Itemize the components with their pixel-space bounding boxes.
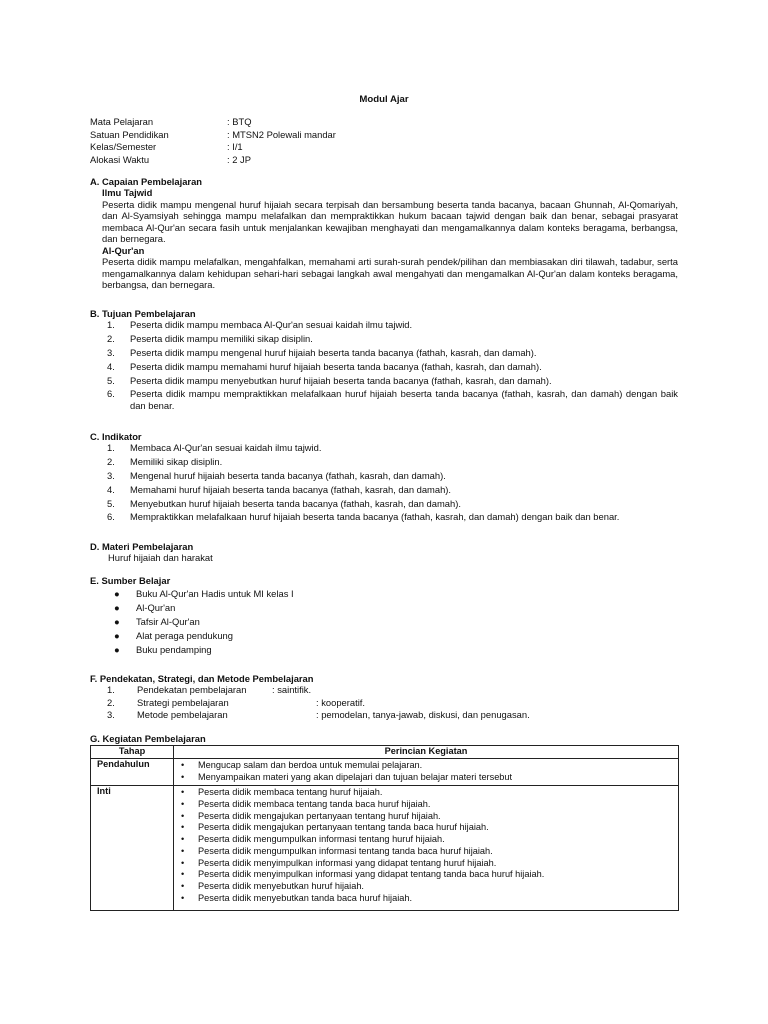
list-item: ● Buku Al-Qur'an Hadis untuk MI kelas I	[114, 588, 294, 600]
bullet-icon: •	[181, 799, 185, 810]
list-item: 6. Peserta didik mampu mempraktikkan melafalkaan huruf hijaiah beserta tanda bacanya (fathah, kasrah, dan damah) dengan baik dan benar.	[107, 388, 678, 411]
section-tujuan	[90, 308, 678, 414]
meta-value: : BTQ	[227, 116, 252, 127]
section-pendekatan	[90, 673, 678, 721]
bullet-icon: •	[181, 892, 185, 903]
meta-label: Mata Pelajaran	[90, 116, 154, 127]
table-row	[91, 759, 679, 786]
section-heading: D. Materi Pembelajaran	[90, 541, 194, 552]
paragraph: Peserta didik mampu mengenal huruf hijaiah secara terpisah dan bersambung beserta tanda bacanya, bacaan Ghunnah, Al-Qomariyah, dan Al-Syamsiyah sehingga mampu melafalkan dan mempraktikkan hukum bacaan tajwid dengan baik dan benar, sebagai prasyarat membaca Al-Qur'an secara fasih untuk menjalankan kewajiban menghayati dan mengamalkannya dalam konteks beragama, berbangsa, dan bernegara.	[102, 198, 678, 245]
list-item: • Peserta didik menyebutkan huruf hijaiah.	[181, 880, 364, 891]
paragraph: Peserta didik mampu melafalkan, mengahfalkan, memahami arti surah-surah pendek/pilihan dan membiasakan diri tilawah, tadabur, serta mengamalkannya dalam kehidupan sehari-hari sebagai langkah awal mengahyati dan mengamalkan Al-Qur'an dalam konteks beragama, berbangsa, dan bernegara.	[102, 256, 678, 291]
list-item: 3. Mengenal huruf hijaiah beserta tanda bacanya (fathah, kasrah, dan damah).	[107, 470, 446, 481]
list-item: • Peserta didik mengumpulkan informasi tentang huruf hijaiah.	[181, 834, 445, 845]
section-heading: F. Pendekatan, Strategi, dan Metode Pembelajaran	[90, 673, 314, 684]
bullet-icon: •	[181, 845, 185, 856]
column-header-tahap: Tahap	[91, 746, 174, 759]
list-item: 3. Peserta didik mampu mengenal huruf hijaiah beserta tanda bacanya (fathah, kasrah, dan damah).	[107, 347, 537, 358]
bullet-icon: ●	[114, 588, 120, 600]
list-item: ● Alat peraga pendukung	[114, 629, 233, 641]
rincian-cell	[174, 786, 679, 911]
tahap-cell: Pendahulun	[91, 759, 174, 786]
bullet-icon: •	[181, 880, 185, 891]
section-materi	[90, 541, 678, 564]
list-item: • Mengucap salam dan berdoa untuk memulai pelajaran.	[181, 760, 423, 770]
list-item: • Peserta didik menyimpulkan informasi yang didapat tentang huruf hijaiah.	[181, 857, 497, 868]
list-item: • Menyampaikan materi yang akan dipelajari dan tujuan belajar materi tersebut	[181, 771, 513, 782]
section-heading: C. Indikator	[90, 431, 142, 442]
meta-label: Alokasi Waktu	[90, 153, 150, 165]
numbered-list	[90, 442, 678, 522]
list-item: 5. Menyebutkan huruf hijaiah beserta tanda bacanya (fathah, kasrah, dan damah).	[107, 497, 461, 509]
list-item: 1. Peserta didik mampu membaca Al-Qur'an sesuai kaidah ilmu tajwid.	[107, 319, 413, 331]
list-item: • Peserta didik menyebutkan tanda baca huruf hijaiah.	[181, 892, 413, 903]
table-header-row	[91, 746, 679, 759]
meta-value: : I/1	[227, 141, 243, 153]
list-item: 1. Membaca Al-Qur'an sesuai kaidah ilmu tajwid.	[107, 442, 322, 454]
document-title: Modul Ajar	[359, 94, 409, 105]
bullet-icon: •	[181, 810, 185, 821]
kegiatan-table	[90, 745, 679, 911]
bullet-list	[90, 588, 678, 655]
meta-label: Kelas/Semester	[90, 141, 157, 153]
section-kegiatan	[90, 733, 678, 744]
bullet-icon: •	[181, 869, 185, 880]
section-heading: A. Capaian Pembelajaran	[90, 176, 203, 187]
rincian-cell	[174, 759, 679, 786]
tahap-cell: Inti	[91, 786, 174, 911]
section-capaian	[90, 176, 678, 291]
meta-value: : MTSN2 Polewali mandar	[227, 128, 336, 140]
meta-value: : 2 JP	[227, 153, 251, 165]
column-header-rincian: Perincian Kegiatan	[174, 746, 679, 759]
subheading-ilmu-tajwid: Ilmu Tajwid	[102, 187, 153, 199]
section-heading: E. Sumber Belajar	[90, 575, 171, 586]
list-item: ● Tafsir Al-Qur'an	[114, 616, 200, 628]
bullet-icon: •	[181, 771, 185, 782]
bullet-icon: •	[181, 834, 185, 845]
section-indikator	[90, 431, 678, 525]
list-item: 6. Mempraktikkan melafalkaan huruf hijaiah beserta tanda bacanya (fathah, kasrah, dan damah) dengan baik dan benar.	[107, 511, 620, 523]
list-item: ● Al-Qur'an	[114, 602, 176, 614]
section-heading: G. Kegiatan Pembelajaran	[90, 733, 206, 744]
method-row: 1. Pendekatan pembelajaran : saintifik.	[107, 684, 312, 696]
table-row	[91, 786, 679, 911]
bullet-icon: •	[181, 857, 185, 868]
list-item: • Peserta didik mengumpulkan informasi tentang tanda baca huruf hijaiah.	[181, 845, 493, 856]
list-item: 2. Peserta didik mampu memiliki sikap disiplin.	[107, 333, 313, 345]
section-heading: B. Tujuan Pembelajaran	[90, 308, 196, 319]
list-item: • Peserta didik menyimpulkan informasi yang didapat tentang tanda baca huruf hijaiah.	[181, 869, 545, 880]
subheading-al-quran: Al-Qur'an	[102, 244, 145, 256]
bullet-icon: ●	[114, 616, 120, 628]
section-sumber	[90, 575, 678, 657]
list-item: ● Buku pendamping	[114, 643, 212, 655]
bullet-icon: ●	[114, 643, 120, 655]
materi-text: Huruf hijaiah dan harakat	[108, 552, 213, 564]
bullet-icon: •	[181, 760, 185, 770]
list-item: • Peserta didik membaca tentang huruf hijaiah.	[181, 787, 383, 798]
list-item: 4. Memahami huruf hijaiah beserta tanda bacanya (fathah, kasrah, dan damah).	[107, 483, 452, 495]
method-row: 2. Strategi pembelajaran : kooperatif.	[107, 696, 365, 708]
bullet-icon: ●	[114, 602, 120, 614]
bullet-icon: •	[181, 822, 185, 833]
numbered-list	[90, 319, 678, 411]
bullet-icon: ●	[114, 629, 120, 641]
list-item: • Peserta didik mengajukan pertanyaan tentang huruf hijaiah.	[181, 810, 441, 821]
list-item: • Peserta didik mengajukan pertanyaan tentang tanda baca huruf hijaiah.	[181, 822, 489, 833]
list-item: 4. Peserta didik mampu memahami huruf hijaiah beserta tanda bacanya (fathah, kasrah, dan damah).	[107, 360, 542, 372]
list-item: • Peserta didik membaca tentang tanda baca huruf hijaiah.	[181, 799, 431, 810]
list-item: 2. Memiliki sikap disiplin.	[107, 456, 223, 468]
list-item: 5. Peserta didik mampu menyebutkan huruf hijaiah beserta tanda bacanya (fathah, kasrah, dan damah).	[107, 374, 552, 386]
bullet-icon: •	[181, 787, 185, 798]
method-row: 3. Metode pembelajaran : pemodelan, tanya-jawab, diskusi, dan penugasan.	[107, 708, 530, 720]
meta-label: Satuan Pendidikan	[90, 128, 169, 140]
